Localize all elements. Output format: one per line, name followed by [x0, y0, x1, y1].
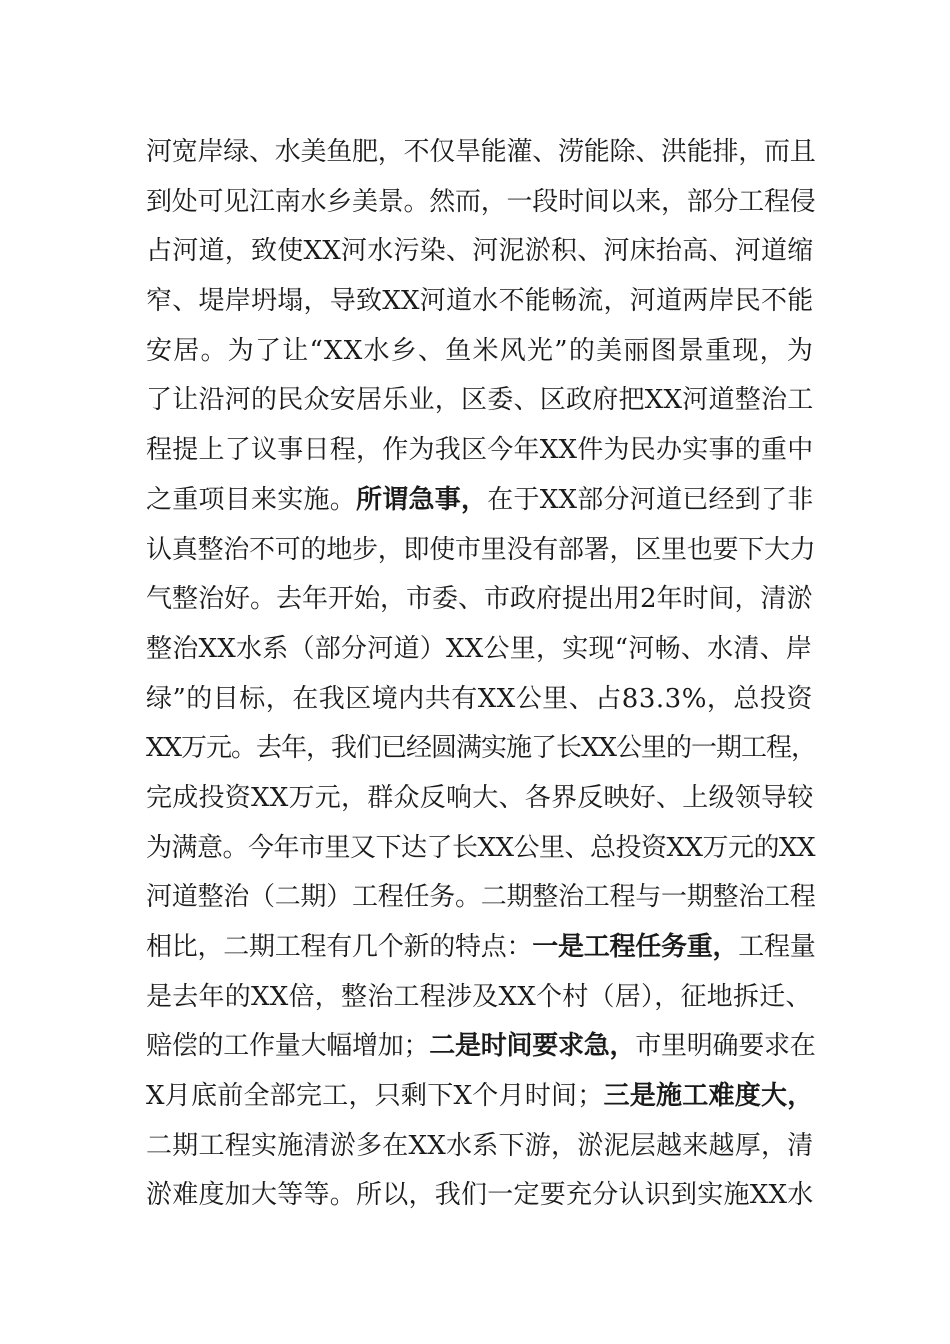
text-line [146, 178, 816, 228]
text-run: 占河道，致使XX河水污染、河泥淤积、河床抬高、河道缩 [146, 236, 814, 267]
text-line [146, 873, 816, 923]
text-run: 完成投资XX万元，群众反响大、各界反映好、上级领导较 [146, 782, 814, 813]
text-run: 认真整治不可的地步，即使市里没有部署，区里也要下大力 [146, 534, 816, 565]
text-run: 二期工程实施清淤多在XX水系下游，淤泥层越来越厚，清 [146, 1130, 814, 1161]
text-line [146, 824, 816, 874]
text-line [146, 227, 816, 277]
text-run: 绿”的目标，在我区境内共有XX公里、占83.3%，总投资 [146, 683, 813, 714]
text-line [146, 575, 816, 625]
text-run: 河道整治（二期）工程任务。二期整治工程与一期整治工程 [146, 882, 816, 913]
text-line [146, 973, 816, 1023]
text-line [146, 1122, 816, 1172]
text-run: 工程量 [738, 932, 816, 962]
bold-phrase: 二是时间要求急， [429, 1031, 636, 1062]
text-line [146, 675, 816, 725]
text-run: 河宽岸绿、水美鱼肥，不仅旱能灌、涝能除、洪能排，而且 [146, 137, 816, 167]
body-paragraph [146, 128, 816, 1221]
text-line [146, 426, 816, 476]
text-run: 相比，二期工程有几个新的特点： [146, 932, 533, 962]
text-line [146, 625, 816, 675]
text-run: 是去年的XX倍，整治工程涉及XX个村（居），征地拆迁、 [146, 981, 812, 1012]
bold-phrase: 三是施工难度大， [603, 1081, 814, 1112]
text-line [146, 526, 816, 576]
text-run: 赔偿的工作量大幅增加； [146, 1031, 430, 1062]
text-run: 在于XX部分河道已经到了非 [487, 484, 814, 515]
text-line [146, 1022, 816, 1072]
text-run: 了让沿河的民众安居乐业，区委、区政府把XX河道整治工 [146, 385, 814, 416]
text-run: 窄、堤岸坍塌，导致XX河道水不能畅流，河道两岸民不能 [146, 286, 814, 317]
text-line [146, 1072, 816, 1122]
text-run: 气整治好。去年开始，市委、市政府提出用2年时间，清淤 [146, 584, 813, 615]
bold-phrase: 一是工程任务重， [532, 932, 739, 962]
text-run: 安居。为了让“XX水乡、鱼米风光”的美丽图景重现，为 [146, 335, 815, 366]
text-line [146, 128, 816, 178]
text-line [146, 327, 816, 377]
text-line [146, 476, 816, 526]
text-line [146, 923, 816, 973]
text-run: XX万元。去年，我们已经圆满实施了长XX公里的一期工程， [146, 733, 817, 764]
text-run: 程提上了议事日程，作为我区今年XX件为民办实事的重中 [146, 435, 814, 466]
text-line [146, 1171, 816, 1221]
text-line [146, 376, 816, 426]
text-line [146, 277, 816, 327]
text-run: 市里明确要求在 [635, 1031, 816, 1062]
text-line [146, 724, 816, 774]
text-run: 淤难度加大等等。所以，我们一定要充分认识到实施XX水 [146, 1180, 814, 1211]
text-line [146, 774, 816, 824]
bold-phrase: 所谓急事， [356, 484, 488, 515]
text-run: 整治XX水系（部分河道）XX公里，实现“河畅、水清、岸 [146, 633, 813, 664]
text-run: X月底前全部完工，只剩下X个月时间； [146, 1081, 604, 1112]
text-run: 之重项目来实施。 [146, 484, 357, 515]
text-run: 到处可见江南水乡美景。然而，一段时间以来，部分工程侵 [146, 186, 816, 217]
text-run: 为满意。今年市里又下达了长XX公里、总投资XX万元的XX [146, 832, 816, 863]
